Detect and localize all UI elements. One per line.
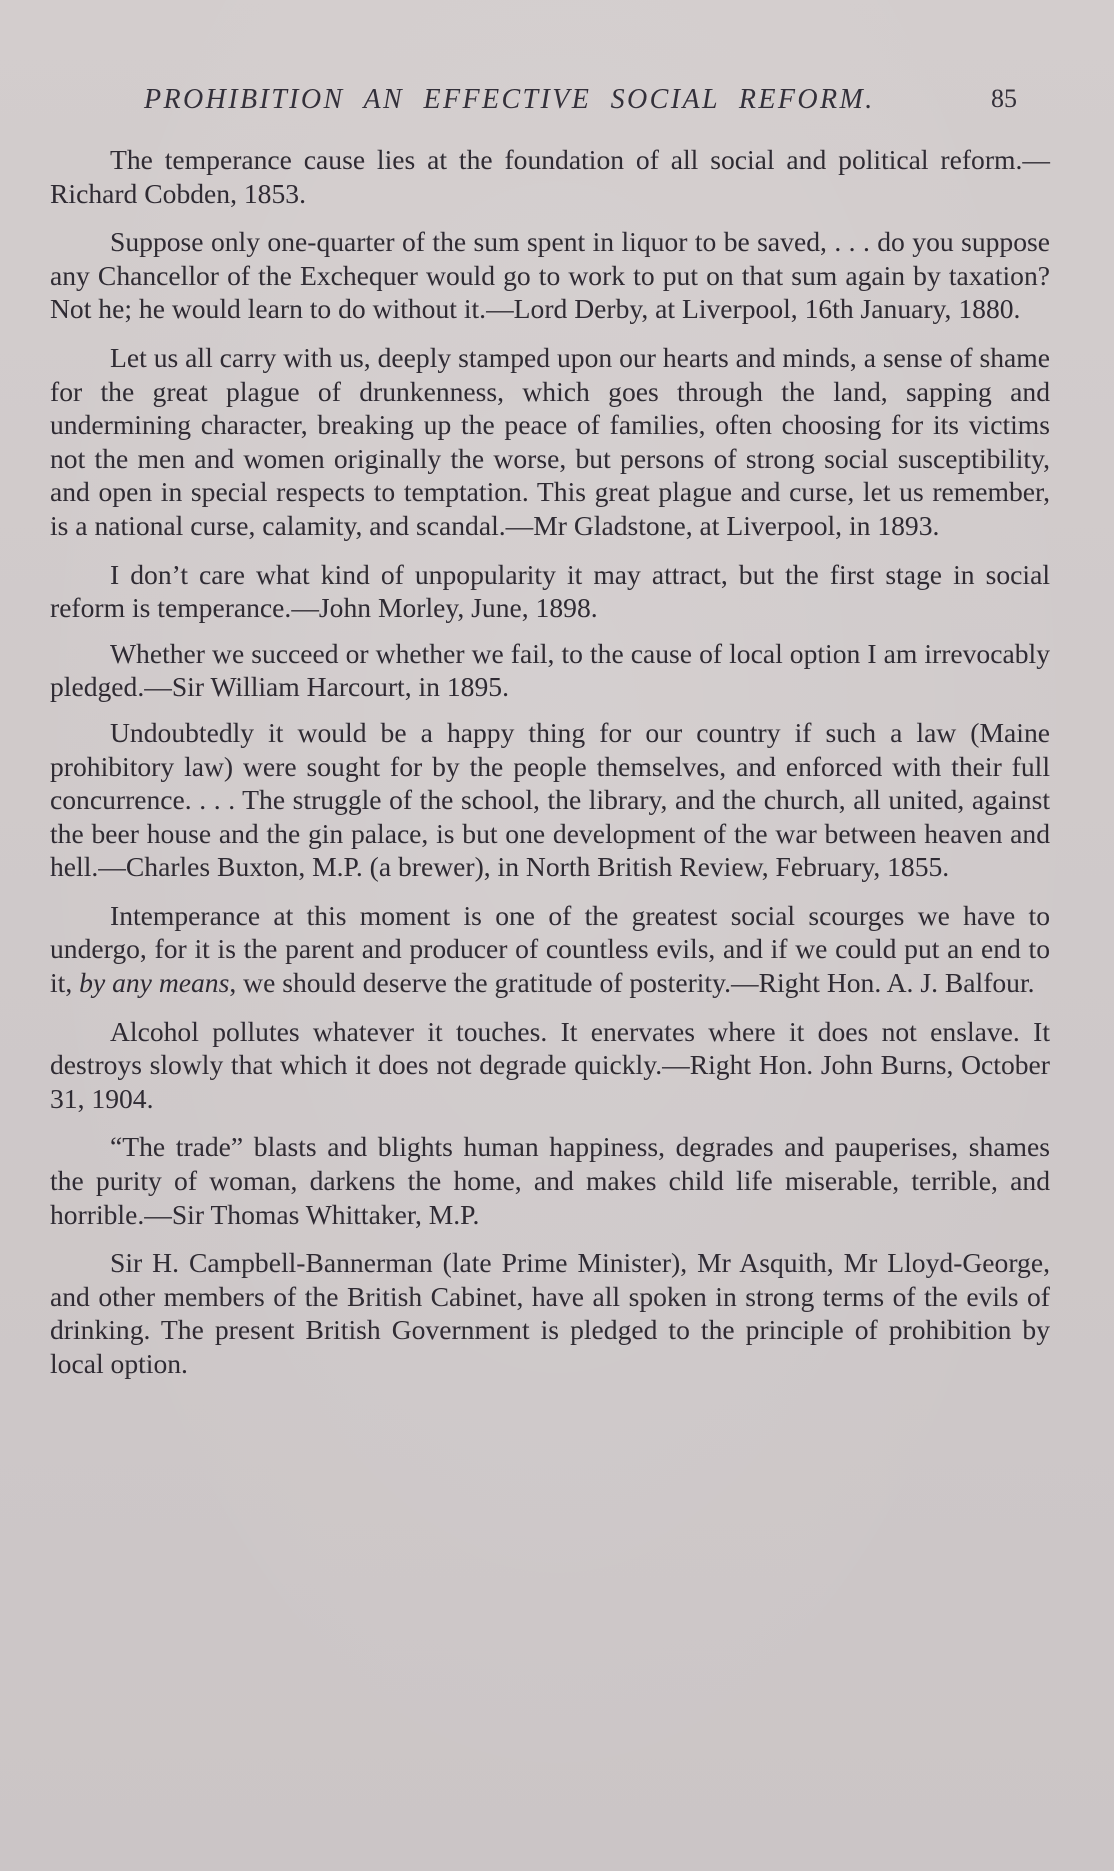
quote-balfour-text-before: Intemperance at this moment is one of the greatest social scourges we have to undergo, for it is the parent and producer of countless evils, and if we could put an end to it, <box>50 899 1050 999</box>
quote-balfour-emphasis: by any means <box>79 967 230 999</box>
quote-balfour-text-after: , we should deserve the gratitude of posterity.—Right Hon. A. J. Balfour. <box>229 967 1035 999</box>
quote-morley: I don’t care what kind of unpopularity it may attract, but the first stage in social reform is temperance.—John Morley, June, 1898. <box>50 558 1050 624</box>
running-head: PROHIBITION AN EFFECTIVE SOCIAL REFORM. <box>144 84 875 115</box>
page-number: 85 <box>991 84 1017 113</box>
quote-gladstone: Let us all carry with us, deeply stamped upon our hearts and minds, a sense of shame for the great plague of drunkenness, which goes through the land, sapping and undermining character, breaking up the peace of families, often choosing for its victims not the men and women originally the worse, but persons of strong social susceptibility, and open in special respects to temptation. This great plague and curse, let us remember, is a national curse, calamity, and scandal.—Mr Gladstone, at Liverpool, in 1893. <box>50 341 1050 541</box>
paragraph-cabinet: Sir H. Campbell-Bannerman (late Prime Minister), Mr Asquith, Mr Lloyd-George, and other members of the British Cabinet, have all spoken in strong terms of the evils of drinking. The present British Government is pledged to the principle of prohibition by local option. <box>50 1247 1050 1379</box>
quote-balfour <box>50 899 1050 1000</box>
page-body <box>50 143 1050 1381</box>
quote-derby: Suppose only one-quarter of the sum spent in liquor to be saved, . . . do you suppose any Chancellor of the Exchequer would go to work to put on that sum again by taxation? Not he; he would learn to do without it.—Lord Derby, at Liverpool, 16th January, 1880. <box>50 226 1050 325</box>
quote-harcourt: Whether we succeed or whether we fail, to the cause of local option I am irrevocably pledged.—Sir William Harcourt, in 1895. <box>50 637 1050 703</box>
quote-whittaker: “The trade” blasts and blights human happiness, degrades and pauperises, shames the purity of woman, darkens the home, and makes child life miserable, terrible, and horrible.—Sir Thomas Whittaker, M.P. <box>50 1131 1050 1230</box>
quote-burns: Alcohol pollutes whatever it touches. It enervates where it does not enslave. It destroys slowly that which it does not degrade quickly.—Right Hon. John Burns, October 31, 1904. <box>50 1015 1050 1114</box>
quote-cobden: The temperance cause lies at the foundation of all social and political reform.—Richard Cobden, 1853. <box>50 144 1050 209</box>
quote-buxton: Undoubtedly it would be a happy thing for our country if such a law (Maine prohibitory law) were sought for by the people themselves, and enforced with their full concurrence. . . . The struggle of the school, the library, and the church, all united, against the beer house and the gin palace, is but one development of the war between heaven and hell.—Charles Buxton, M.P. (a brewer), in North British Review, February, 1855. <box>50 716 1050 883</box>
page-header <box>0 84 1114 124</box>
